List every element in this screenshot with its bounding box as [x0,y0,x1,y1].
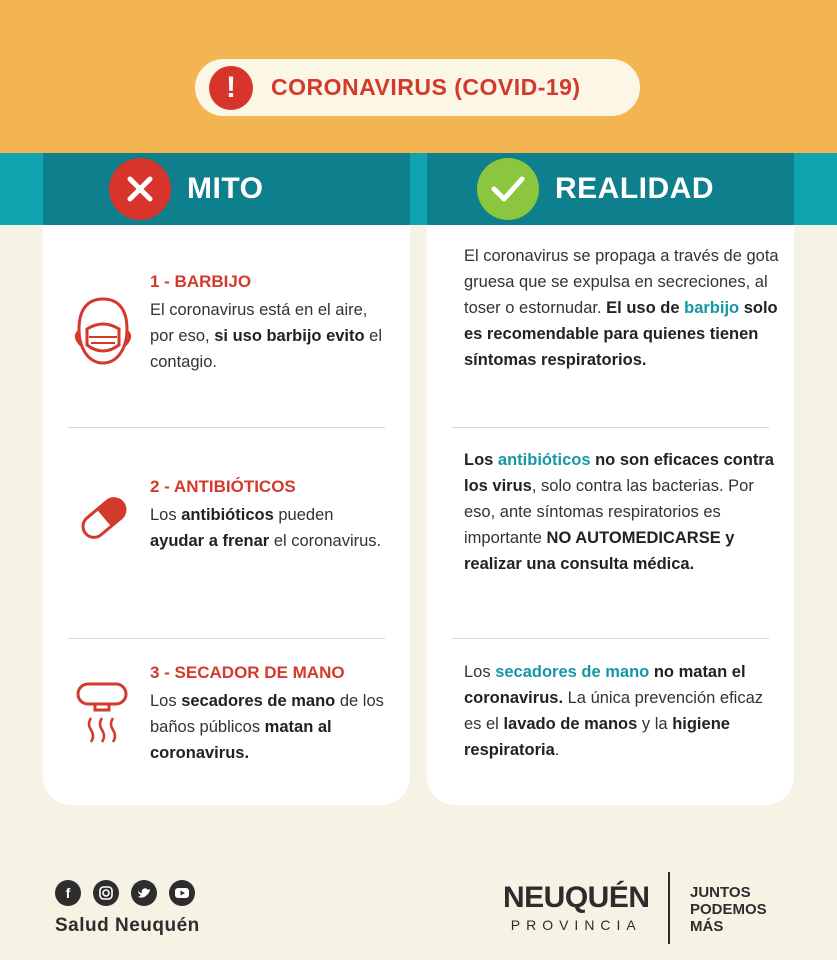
reality-item-3 [464,659,782,763]
divider [68,638,385,639]
youtube-icon[interactable] [169,880,195,906]
page-title: CORONAVIRUS (COVID-19) [271,74,581,100]
myth-text-2: Los antibióticos pueden ayudar a frenar el coronavirus. [150,506,382,550]
instagram-icon[interactable] [93,880,119,906]
reality-item-2 [464,447,782,577]
logo-divider [668,872,670,944]
reality-item-1 [464,243,782,373]
myth-card [43,225,410,805]
myth-item-3 [150,663,390,766]
reality-text-2: Los antibióticos no son eficaces contra los virus, solo contra las bacterias. Por eso, ante síntomas respiratorios es importante NO AUTOMEDICARSE y realizar una consulta médica. [464,451,774,573]
social-handle: Salud Neuquén [55,915,200,936]
divider [68,427,385,428]
myth-text-3: Los secadores de mano de los baños públicos matan al coronavirus. [150,692,384,762]
reality-text-3: Los secadores de mano no matan el coronavirus. La única prevención eficaz es el lavado de manos y la higiene respiratoria. [464,663,764,759]
face-mask-icon [73,295,133,367]
slogan-line-2: PODEMOS [690,901,767,918]
divider [452,427,769,428]
social-links [55,880,195,906]
hand-dryer-icon [75,680,129,744]
slogan-line-1: JUNTOS [690,884,751,901]
myth-item-2 [150,477,390,554]
reality-header [427,153,794,225]
facebook-icon[interactable]: f [55,880,81,906]
myth-label: MITO [187,172,264,205]
neuquen-logo [503,883,650,933]
title-pill [195,59,640,116]
slogan [690,884,767,935]
myth-item-1 [150,272,390,375]
reality-label: REALIDAD [555,172,714,205]
alert-icon: ! [209,66,253,110]
myth-text-1: El coronavirus está en el aire, por eso, si uso barbijo evito el contagio. [150,301,383,371]
divider [452,638,769,639]
myth-title-3: 3 - SECADOR DE MANO [150,663,345,682]
reality-text-1: El coronavirus se propaga a través de gota gruesa que se expulsa en secreciones, al toser o estornudar. El uso de barbijo solo es recomendable para quienes tienen síntomas respiratorios. [464,247,779,369]
myth-title-1: 1 - BARBIJO [150,272,252,291]
myth-title-2: 2 - ANTIBIÓTICOS [150,477,296,496]
header-banner [0,0,837,153]
column-header-band [0,153,837,225]
logo-main: NEUQUÉN [503,881,650,914]
pill-capsule-icon [76,490,132,546]
check-icon [477,158,539,220]
twitter-icon[interactable] [131,880,157,906]
reality-card [427,225,794,805]
myth-header [43,153,410,225]
logo-sub: PROVINCIA [510,917,642,933]
slogan-line-3: MÁS [690,918,724,935]
cross-icon [109,158,171,220]
